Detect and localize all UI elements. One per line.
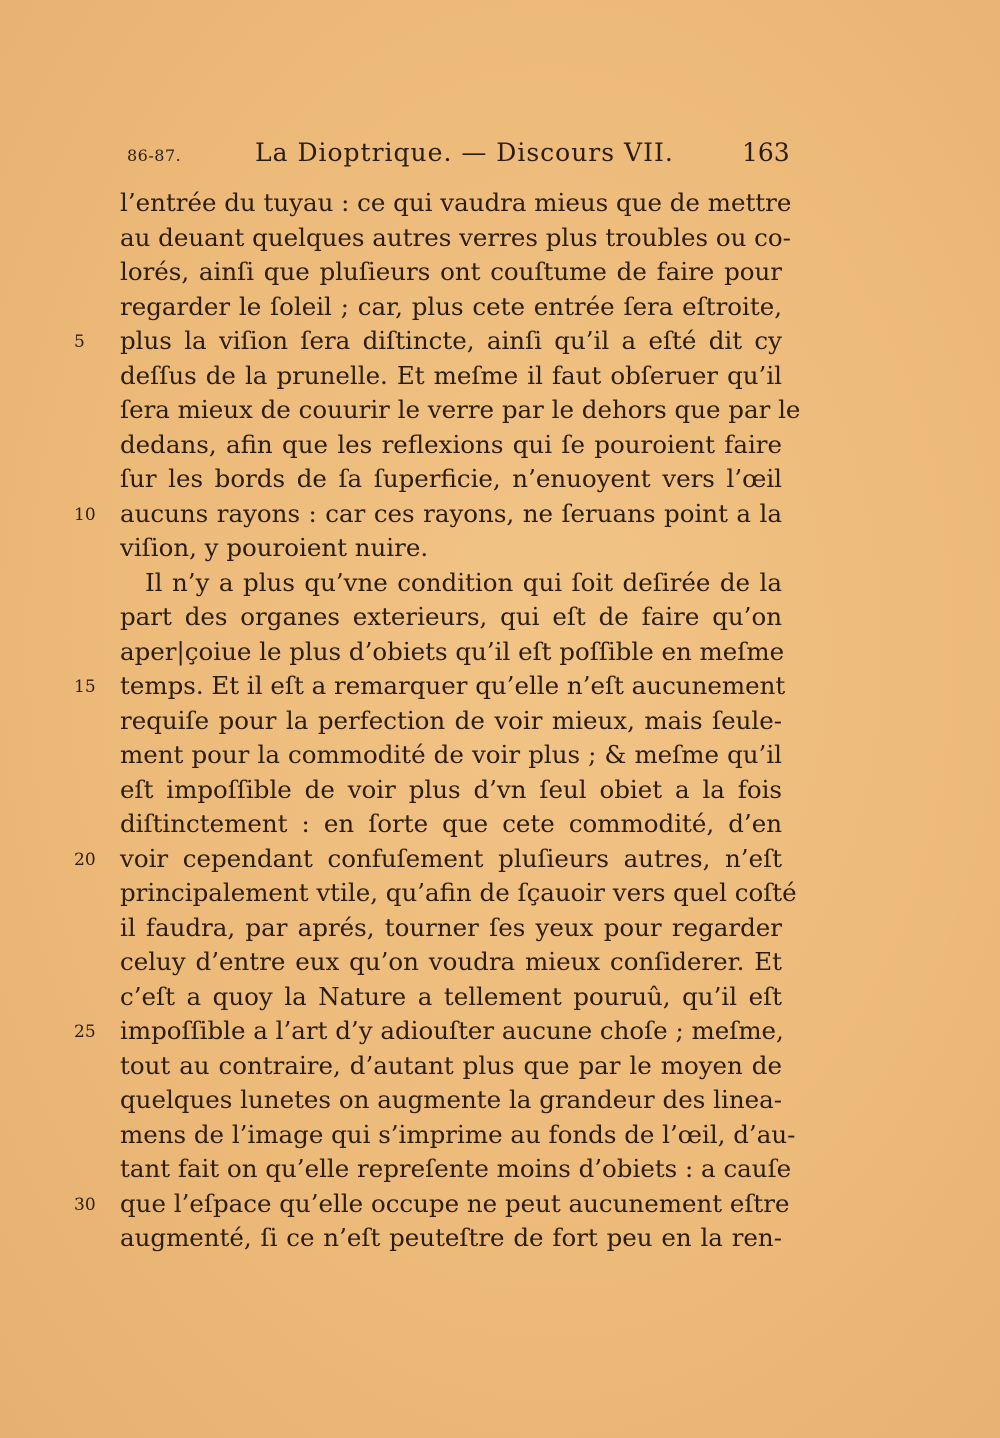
text-line: aper|çoiue le plus d’obiets qu’il eſt poſſible en meſme (120, 637, 785, 666)
text-line: tout au contraire, d’autant plus que par le moyen de (120, 1051, 782, 1080)
text-line: aucuns rayons : car ces rayons, ne ſeruans point a la (120, 499, 782, 528)
text-line: que l’eſpace qu’elle occupe ne peut aucunement eſtre (120, 1189, 790, 1218)
text-line: tant fait on qu’elle repreſente moins d’obiets : a cauſe (120, 1154, 792, 1183)
line-number: 30 (74, 1195, 96, 1215)
text-line: ſera mieux de couurir le verre par le dehors que par le (120, 395, 801, 424)
text-line: lorés, ainſi que pluſieurs ont couſtume de faire pour (120, 257, 782, 286)
text-line: principalement vtile, qu’afin de ſçauoir vers quel coſté (120, 878, 797, 907)
text-line: regarder le ſoleil ; car, plus cete entrée ſera eſtroite, (120, 292, 782, 321)
text-line: dedans, afin que les reflexions qui ſe pouroient faire (120, 430, 782, 459)
line-number: 10 (74, 505, 96, 525)
running-title: La Dioptrique. — Discours VII. (255, 138, 674, 167)
text-line: viſion, y pouroient nuire. (120, 533, 429, 562)
text-line: eſt impoſſible de voir plus d’vn ſeul obiet a la fois (120, 775, 782, 804)
text-line: l’entrée du tuyau : ce qui vaudra mieus que de mettre (120, 188, 792, 217)
text-line: au deuant quelques autres verres plus troubles ou co- (120, 223, 791, 252)
text-line: temps. Et il eſt a remarquer qu’elle n’eſt aucunement (120, 671, 786, 700)
line-number: 15 (74, 677, 96, 697)
text-line: c’eſt a quoy la Nature a tellement pouruû, qu’il eſt (120, 982, 782, 1011)
text-line: ſur les bords de ſa ſuperficie, n’enuoyent vers l’œil (120, 464, 782, 493)
text-line: ment pour la commodité de voir plus ; & meſme qu’il (120, 740, 782, 769)
line-number: 20 (74, 850, 96, 870)
page-number: 163 (742, 138, 790, 167)
text-line: plus la viſion ſera diſtincte, ainſi qu’il a eſté dit cy (120, 326, 782, 355)
page-range: 86-87. (127, 146, 182, 165)
text-line: deſſus de la prunelle. Et meſme il faut obſeruer qu’il (120, 361, 782, 390)
text-line: il faudra, par aprés, tourner ſes yeux pour regarder (120, 913, 782, 942)
text-line: impoſſible a l’art d’y adiouſter aucune choſe ; meſme, (120, 1016, 784, 1045)
text-line: voir cependant confuſement pluſieurs autres, n’eſt (120, 844, 782, 873)
text-line: requiſe pour la perfection de voir mieux, mais ſeule- (120, 706, 782, 735)
text-line: augmenté, ſi ce n’eſt peuteſtre de fort peu en la ren- (120, 1223, 782, 1252)
text-line: Il n’y a plus qu’vne condition qui ſoit deſirée de la (145, 568, 782, 597)
text-line: mens de l’image qui s’imprime au fonds de l’œil, d’au- (120, 1120, 796, 1149)
text-line: quelques lunetes on augmente la grandeur des linea- (120, 1085, 782, 1114)
text-line: part des organes exterieurs, qui eſt de faire qu’on (120, 602, 782, 631)
line-number: 25 (74, 1022, 96, 1042)
text-line: celuy d’entre eux qu’on voudra mieux conſiderer. Et (120, 947, 782, 976)
running-header (0, 138, 1000, 172)
text-line: diſtinctement : en ſorte que cete commodité, d’en (120, 809, 782, 838)
line-number: 5 (74, 332, 85, 352)
